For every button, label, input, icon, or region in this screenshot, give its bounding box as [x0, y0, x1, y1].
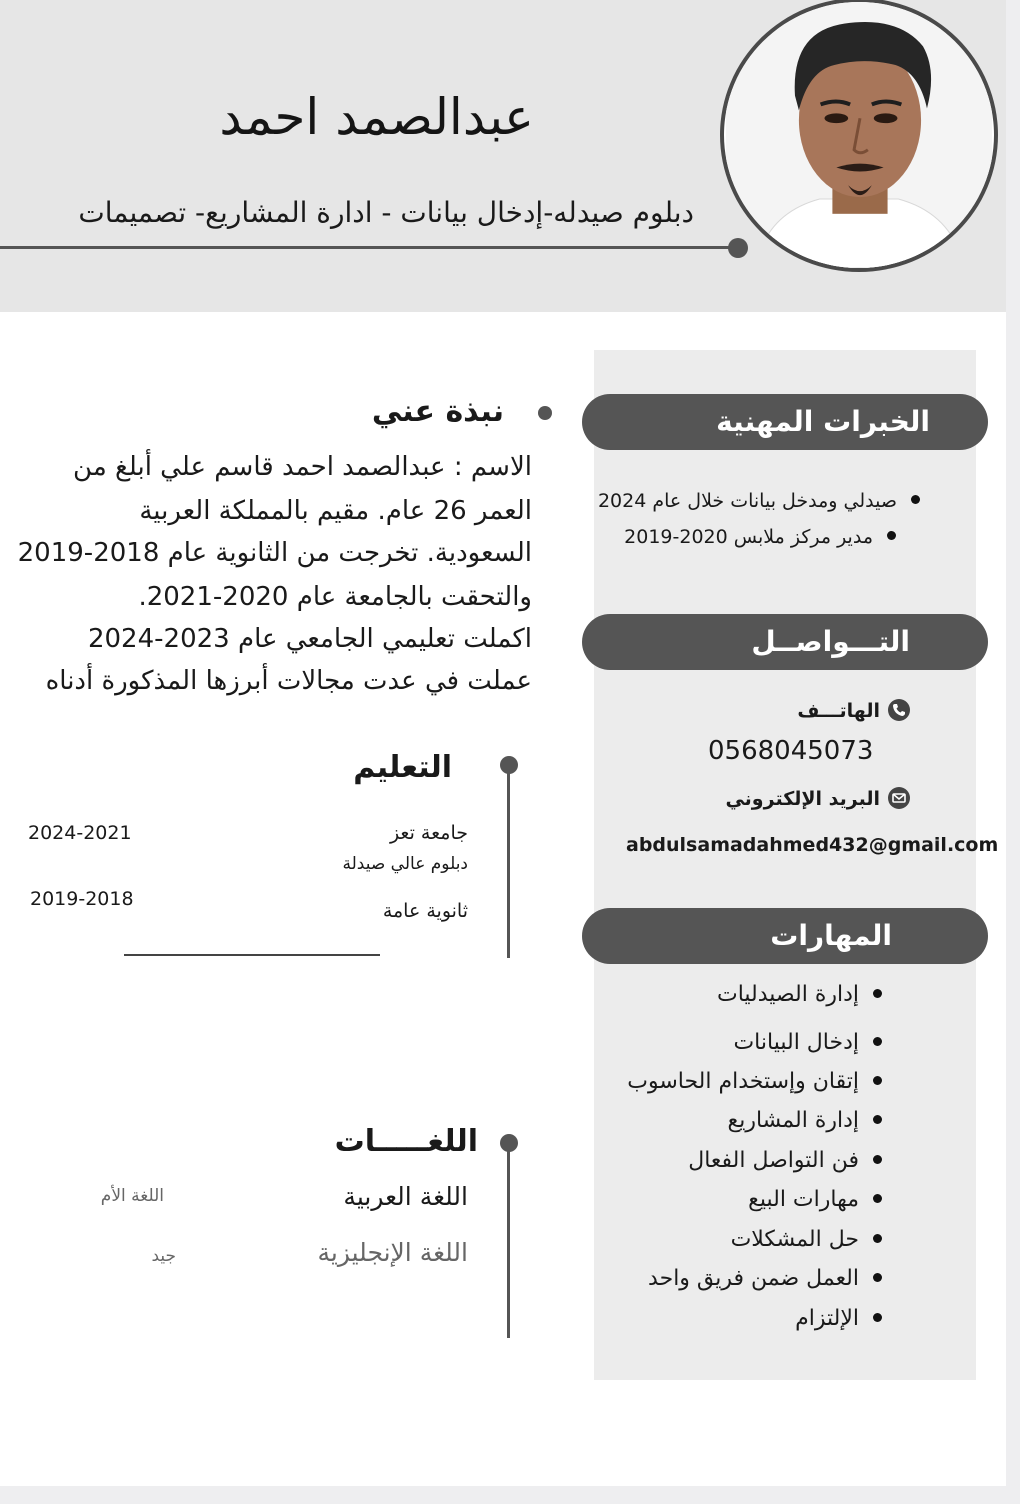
language-level: اللغة الأم: [100, 1186, 164, 1206]
education-institution: ثانوية عامة: [382, 900, 468, 922]
languages-timeline-line: [507, 1148, 510, 1338]
skill-item: الإلتزام: [795, 1306, 882, 1331]
language-name: اللغة الإنجليزية: [317, 1238, 468, 1267]
email-icon: [888, 787, 910, 809]
skill-item: إتقان وإستخدام الحاسوب: [627, 1069, 882, 1094]
about-line: اكملت تعليمي الجامعي عام 2023-2024: [87, 624, 532, 654]
contact-heading: التـــواصــل: [582, 614, 988, 670]
language-name: اللغة العربية: [343, 1182, 468, 1211]
about-line: والتحقت بالجامعة عام 2020-2021.: [138, 582, 532, 612]
about-bullet: [538, 406, 552, 420]
education-timeline-line: [507, 770, 510, 958]
subtitle-underline: [0, 246, 736, 249]
experience-heading: الخبرات المهنية: [582, 394, 988, 450]
education-degree: دبلوم عالي صيدلة: [342, 854, 468, 874]
experience-item: صيدلي ومدخل بيانات خلال عام 2024: [598, 490, 920, 512]
education-heading: التعليم: [353, 750, 452, 785]
education-institution: جامعة تعز: [389, 822, 468, 844]
full-name: عبدالصمد احمد: [219, 88, 534, 146]
phone-label: الهاتـــف: [797, 700, 880, 722]
skills-heading: المهارات: [582, 908, 988, 964]
skill-item: فن التواصل الفعال: [688, 1148, 882, 1173]
education-years: 2024-2021: [28, 822, 132, 844]
experience-item: مدير مركز ملابس 2020-2019: [624, 526, 920, 548]
skill-item: إدخال البيانات: [733, 1030, 882, 1055]
skill-item: إدارة الصيدليات: [717, 982, 882, 1007]
skill-item: العمل ضمن فريق واحد: [648, 1266, 882, 1291]
email-label: البريد الإلكتروني: [725, 788, 880, 810]
education-divider: [124, 954, 380, 956]
profile-photo: [720, 0, 998, 272]
professional-subtitle: دبلوم صيدله-إدخال بيانات - ادارة المشاريع- تصميمات: [78, 196, 694, 229]
about-line: السعودية. تخرجت من الثانوية عام 2018-2019: [17, 538, 532, 568]
portrait-image: [724, 2, 994, 268]
subtitle-dot: [728, 238, 748, 258]
email-address[interactable]: abdulsamadahmed432@gmail.com: [626, 834, 999, 856]
languages-heading: اللغـــــات: [334, 1124, 478, 1159]
phone-icon: [888, 699, 910, 721]
skill-item: حل المشكلات: [731, 1227, 882, 1252]
about-line: العمر 26 عام. مقيم بالمملكة العربية: [139, 496, 532, 526]
skill-item: إدارة المشاريع: [728, 1108, 882, 1133]
about-line: الاسم : عبدالصمد احمد قاسم علي أبلغ من: [73, 452, 532, 482]
education-years: 2019-2018: [30, 888, 134, 910]
phone-number[interactable]: 0568045073: [708, 736, 874, 766]
language-level: جيد: [151, 1246, 176, 1266]
phone-label-row: [797, 700, 910, 723]
skill-item: مهارات البيع: [748, 1187, 882, 1212]
about-heading: نبذة عني: [371, 394, 504, 429]
email-label-row: [725, 788, 910, 811]
about-line: عملت في عدت مجالات أبرزها المذكورة أدناه: [45, 666, 532, 696]
